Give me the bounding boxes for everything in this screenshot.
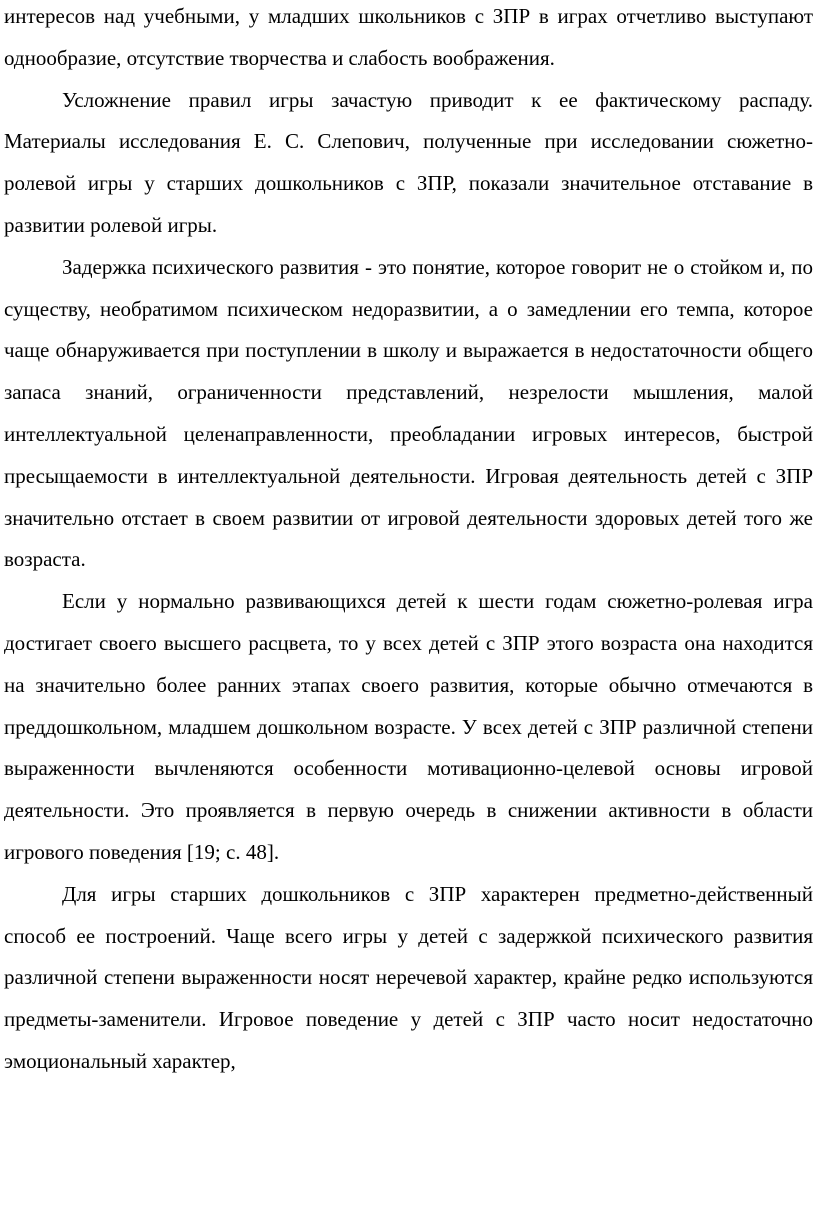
paragraph-continuation: интересов над учебными, у младших школьников с ЗПР в играх отчетливо выступают однообразие, отсутствие творчества и слабость воображения. <box>4 4 813 70</box>
paragraph-game-rules: Усложнение правил игры зачастую приводит к ее фактическому распаду. Материалы исследования Е. С. Слепович, полученные при исследовании сюжетно-ролевой игры у старших дошкольников с ЗПР, показали значительное отставание в развитии ролевой игры. <box>4 87 813 237</box>
paragraph-role-play-development: Если у нормально развивающихся детей к шести годам сюжетно-ролевая игра достигает своего высшего расцвета, то у всех детей с ЗПР этого возраста она находится на значительно более ранних этапах своего развития, которые обычно отмечаются в преддошкольном, младшем дошкольном возрасте. У всех детей с ЗПР различной степени выраженности вычленяются особенности мотивационно-целевой основы игровой деятельности. Это проявляется в первую очередь в снижении активности в области игрового поведения [19; с. 48]. <box>4 589 813 864</box>
paragraph-object-action-play: Для игры старших дошкольников с ЗПР характерен предметно-действенный способ ее построений. Чаще всего игры у детей с задержкой психического развития различной степени выраженности носят неречевой характер, крайне редко используются предметы-заменители. Игровое поведение у детей с ЗПР часто носит недостаточно эмоциональный характер, <box>4 881 813 1073</box>
document-body <box>4 0 813 1083</box>
paragraph-zpr-definition: Задержка психического развития - это понятие, которое говорит не о стойком и, по существу, необратимом психическом недоразвитии, а о замедлении его темпа, которое чаще обнаруживается при поступлении в школу и выражается в недостаточности общего запаса знаний, ограниченности представлений, незрелости мышления, малой интеллектуальной целенаправленности, преобладании игровых интересов, быстрой пресыщаемости в интеллектуальной деятельности. Игровая деятельность детей с ЗПР значительно отстает в своем развитии от игровой деятельности здоровых детей того же возраста. <box>4 254 813 572</box>
